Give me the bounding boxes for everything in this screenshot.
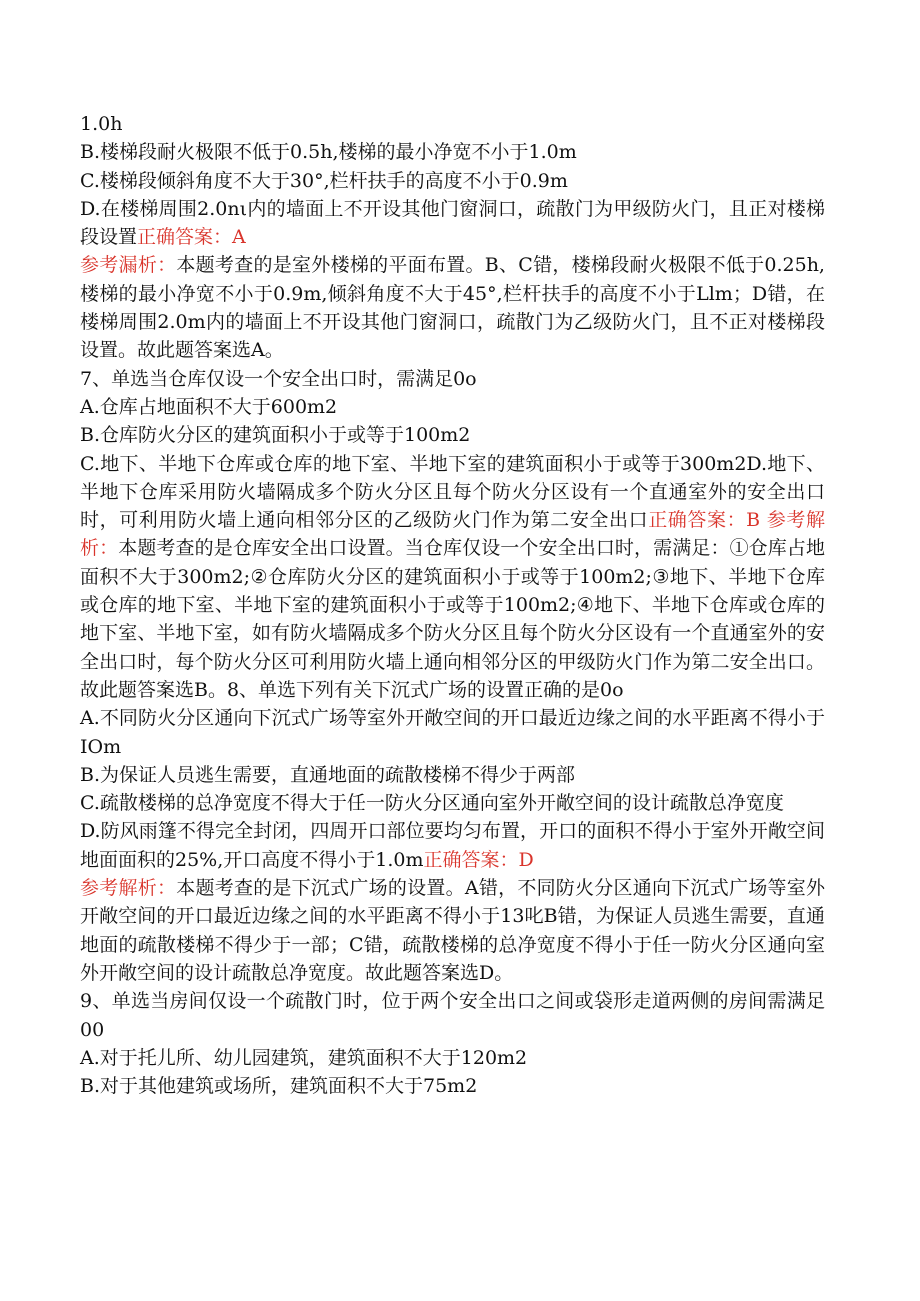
q7-answer: 正确答案：B xyxy=(648,509,761,532)
q8-answer: 正确答案：D xyxy=(423,848,534,871)
q7-option-a: A.仓库占地面积不大于600m2 xyxy=(80,395,338,418)
document-page xyxy=(80,110,825,1100)
q9-option-a: A.对于托儿所、幼儿园建筑，建筑面积不大于120m2 xyxy=(80,1046,528,1069)
q8-analysis: 本题考查的是下沉式广场的设置。A错，不同防火分区通向下沉式广场等室外开敞空间的开口最近边缘之间的水平距离不得小于13叱B错，为保证人员逃生需要，直通地面的疏散楼梯不得少于一部；C错，疏散楼梯的总净宽度不得小于任一防火分区通向室外开敞空间的设计疏散总净宽度。故此题答案选D。 xyxy=(80,877,825,984)
q7-option-cd: C.地下、半地下仓库或仓库的地下室、半地下室的建筑面积小于或等于300m2D.地下、半地下仓库采用防火墙隔成多个防火分区且每个防火分区设有一个直通室外的安全出口时，可利用防火墙上通向相邻分区的乙级防火门作为第二安全出口 xyxy=(80,452,825,532)
q6-option-d: D.在楼梯周围2.0nι内的墙面上不开设其他门窗洞口，疏散门为甲级防火门，且正对楼梯段设置 xyxy=(80,197,825,249)
q7-analysis-and-q8-stem: 本题考查的是仓库安全出口设置。当仓库仅设一个安全出口时，需满足：①仓库占地面积不大于300m2;②仓库防火分区的建筑面积小于或等于100m2;③地下、半地下仓库或仓库的地下室、半地下室的建筑面积小于或等于100m2;④地下、半地下仓库或仓库的地下室、半地下室，如有防火墙隔成多个防火分区且每个防火分区设有一个直通室外的安全出口时，每个防火分区可利用防火墙上通向相邻分区的甲级防火门作为第二安全出口。故此题答案选B。8、单选下列有关下沉式广场的设置正确的是0o xyxy=(80,537,825,701)
q6-option-d-with-answer xyxy=(80,195,825,252)
q8-option-b: B.为保证人员逃生需要，直通地面的疏散楼梯不得少于两部 xyxy=(80,763,576,786)
q8-option-d-with-answer xyxy=(80,817,825,874)
q8-analysis-label: 参考解析： xyxy=(80,877,177,900)
q7-option-b: B.仓库防火分区的建筑面积小于或等于100m2 xyxy=(80,424,471,447)
q6-option-c: C.楼梯段倾斜角度不大于30°,栏杆扶手的高度不小于0.9m xyxy=(80,169,568,192)
q6-analysis: 本题考查的是室外楼梯的平面布置。B、C错，楼梯段耐火极限不低于0.25h,楼梯的最小净宽不小于0.9m,倾斜角度不大于45°,栏杆扶手的高度不小于Llm；D错，在楼梯周围2.0m内的墙面上不开设其他门窗洞口，疏散门为乙级防火门，且不正对楼梯段设置。故此题答案选A。 xyxy=(80,254,825,362)
q8-option-a: A.不同防火分区通向下沉式广场等室外开敞空间的开口最近边缘之间的水平距离不得小于IOm xyxy=(80,707,825,758)
q7-analysis-label: 参考解析： xyxy=(80,509,825,560)
q6-option-a-tail: 1.0h xyxy=(80,113,123,135)
q8-option-c: C.疏散楼梯的总净宽度不得大于任一防火分区通向室外开敞空间的设计疏散总净宽度 xyxy=(80,792,784,815)
q6-answer: 正确答案：A xyxy=(137,226,246,249)
q6-option-b: B.楼梯段耐火极限不低于0.5h,楼梯的最小净宽不小于1.0m xyxy=(80,141,577,164)
q7-stem: 7、单选当仓库仅设一个安全出口时，需满足0o xyxy=(80,367,477,390)
q6-analysis-paragraph xyxy=(80,251,825,364)
q8-analysis-paragraph xyxy=(80,874,825,987)
q8-option-d: D.防风雨篷不得完全封闭，四周开口部位要均匀布置，开口的面积不得小于室外开敞空间地面面积的25%,开口高度不得小于1.0m xyxy=(80,820,825,871)
q9-stem: 9、单选当房间仅设一个疏散门时，位于两个安全出口之间或袋形走道两侧的房间需满足00 xyxy=(80,990,825,1041)
q9-option-b: B.对于其他建筑或场所，建筑面积不大于75m2 xyxy=(80,1075,478,1098)
q6-analysis-label: 参考漏析： xyxy=(80,254,177,277)
q7-options-cd-answer-analysis xyxy=(80,450,825,705)
